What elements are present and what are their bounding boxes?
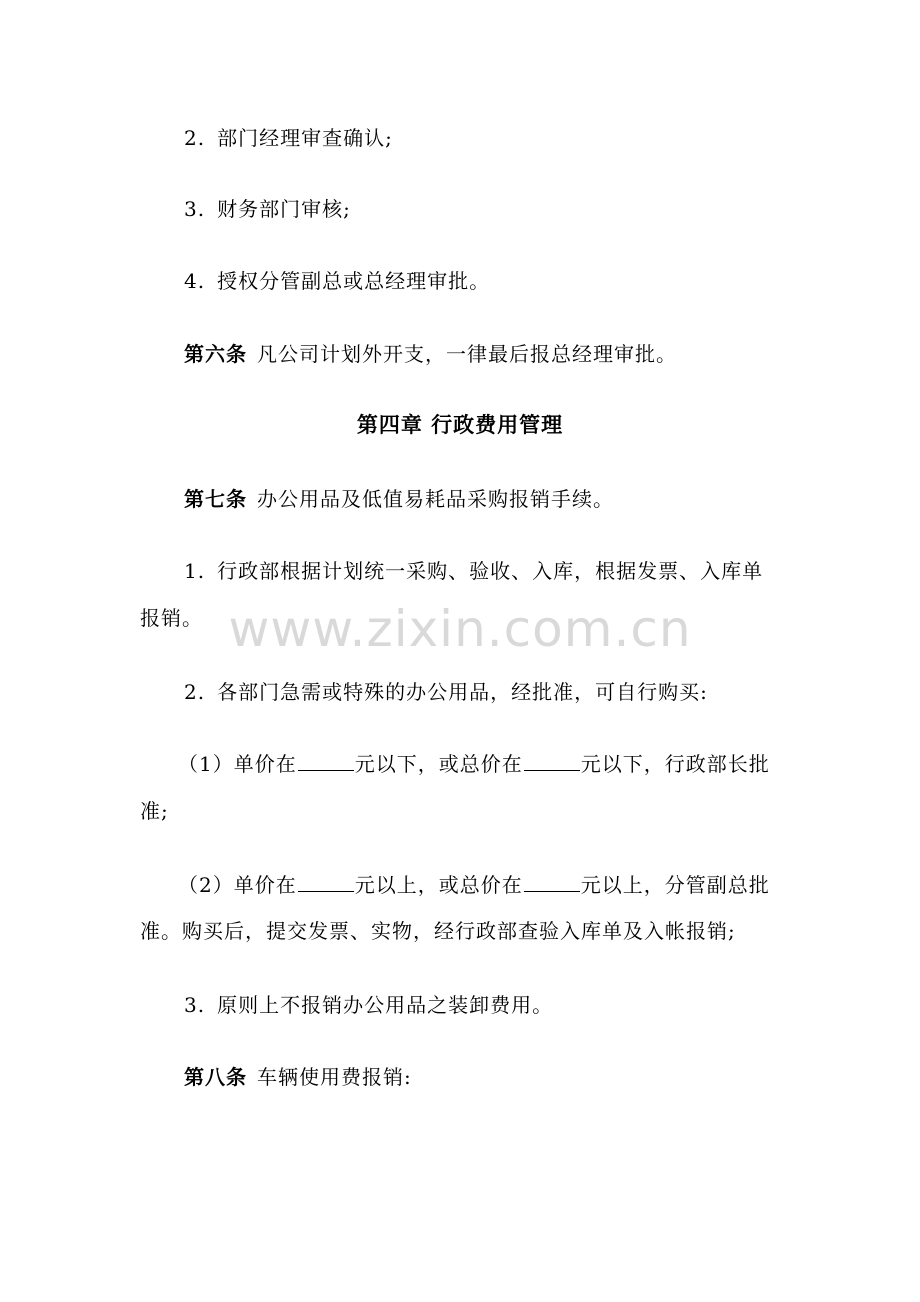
sub-item-2	[178, 871, 770, 899]
item-number: 3.	[184, 197, 206, 221]
sub-item-2-suffix: 元以上，分管副总批	[580, 873, 770, 897]
article-8	[184, 1063, 412, 1091]
watermark: www.zixin.com.cn	[228, 600, 692, 658]
article-7	[184, 485, 614, 513]
item-number: 2.	[184, 126, 206, 150]
list-item-3	[184, 195, 351, 223]
article-7-text: 办公用品及低值易耗品采购报销手续。	[257, 487, 614, 511]
item-text-line-1: 行政部根据计划统一采购、验收、入库，根据发票、入库单	[217, 559, 764, 583]
sub-item-1-prefix: （1）单价在	[178, 752, 297, 776]
item-text: 财务部门审核;	[217, 197, 351, 221]
item-text: 授权分管副总或总经理审批。	[217, 269, 491, 293]
article-6-text: 凡公司计划外开支，一律最后报总经理审批。	[257, 342, 677, 366]
item-number: 4.	[184, 269, 206, 293]
article-8-text: 车辆使用费报销:	[257, 1065, 412, 1089]
fill-blank-total-price[interactable]	[524, 871, 580, 892]
fill-blank-total-price[interactable]	[524, 750, 580, 771]
article-7-item-3	[184, 991, 553, 1019]
fill-blank-unit-price[interactable]	[298, 750, 354, 771]
sub-item-2-prefix: （2）单价在	[178, 873, 297, 897]
sub-item-1-suffix: 元以下，行政部长批	[580, 752, 770, 776]
sub-item-1	[178, 750, 770, 778]
article-7-item-2	[184, 678, 708, 706]
article-8-label: 第八条	[184, 1065, 247, 1089]
list-item-2	[184, 124, 393, 152]
item-number: 2.	[184, 680, 206, 704]
article-6	[184, 340, 677, 368]
article-7-item-1-continued: 报销。	[140, 606, 203, 630]
list-item-4	[184, 267, 490, 295]
item-number: 3.	[184, 993, 206, 1017]
item-text: 部门经理审查确认;	[217, 126, 393, 150]
article-7-label: 第七条	[184, 487, 247, 511]
item-number: 1.	[184, 559, 206, 583]
sub-item-2-continued: 准。购买后，提交发票、实物，经行政部查验入库单及入帐报销;	[140, 919, 736, 943]
fill-blank-unit-price[interactable]	[298, 871, 354, 892]
sub-item-1-mid: 元以下，或总价在	[354, 752, 523, 776]
item-text: 原则上不报销办公用品之装卸费用。	[217, 993, 554, 1017]
sub-item-2-mid: 元以上，或总价在	[354, 873, 523, 897]
article-7-item-1	[184, 557, 763, 585]
article-6-label: 第六条	[184, 342, 247, 366]
sub-item-1-continued: 准;	[140, 799, 169, 823]
chapter-4-heading: 第四章 行政费用管理	[356, 412, 564, 437]
item-text: 各部门急需或特殊的办公用品，经批准，可自行购买:	[217, 680, 708, 704]
